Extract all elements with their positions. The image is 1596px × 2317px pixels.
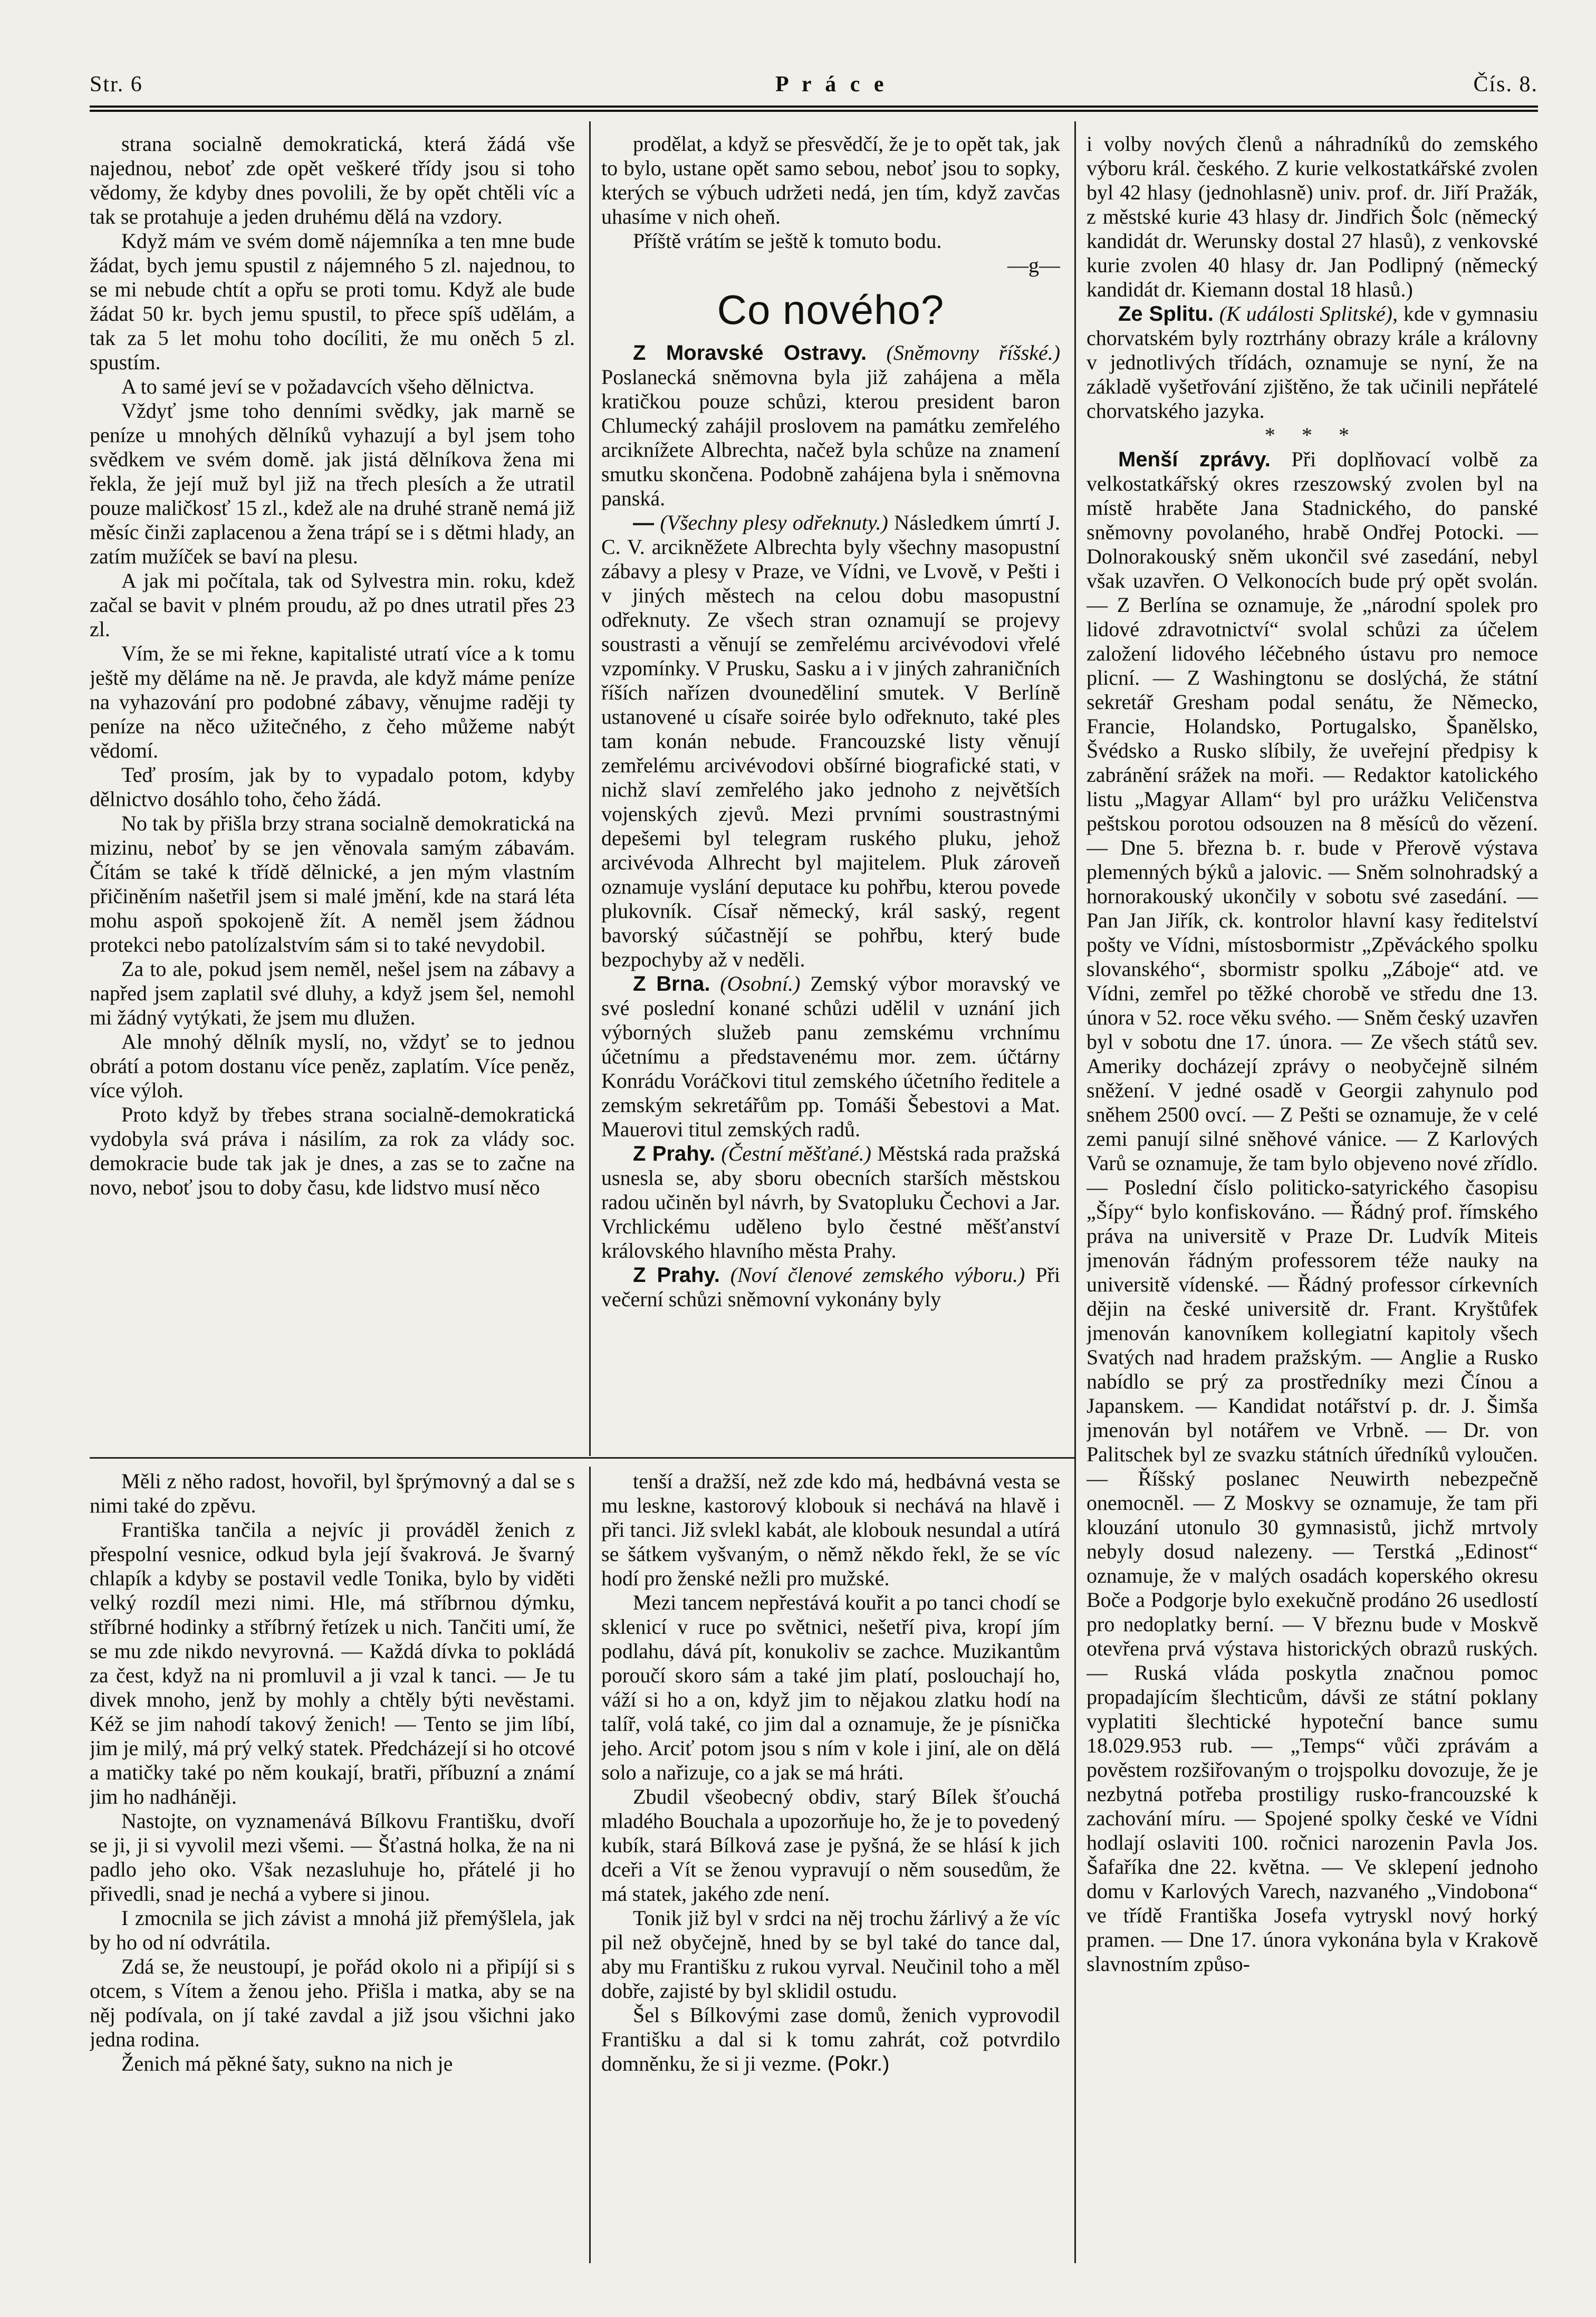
article-paragraph: strana socialně demokratická, která žádá vše najednou, neboť zde opět veškeré třídy jsou si toho vědomy, že kdyby dnes povolili, že by opět chtěli víc a tak se protahuje a jeden druhému dělá na vzdory. (90, 132, 575, 228)
story-paragraph: I zmocnila se jich závist a mnohá již přemýšlela, jak by ho od ní odvrátila. (90, 1906, 575, 1954)
page-header (90, 69, 1538, 100)
story-paragraph: Mezi tancem nepřestává kouřit a po tanci chodí se sklenicí v ruce po světnici, nešetří piva, kropí jím podlahu, dává pít, konukoliv se zachce. Muzikantům poroučí skoro sám a také jim platí, poslouchají ho, váží si ho a on, když jim to nějakou zlatku hodí na talíř, volá také, co jim dal a oznamuje, že je písnička jeho. Arciť potom jsou s ním v kole i jiní, ale on dělá solo a nařizuje, co a jak se má hráti. (601, 1591, 1060, 1784)
news-text: Následkem úmrtí J. C. V. arcikněžete Albrechta byly všechny masopustní zábavy a plesy v Praze, ve Vídni, ve Lvově, v Pešti i v jiných městech na celou dobu masopustní odřeknuty. Ze všech stran oznamují se projevy soustrasti a věnují se zemřelému arcivévodovi vřelé vzpomínky. V Prusku, Sasku a i v jiných zahraničních říších nařízen dvouneděliní smutek. V Berlíně ustanovené u císaře soirée bylo odřeknuto, také ples tam konán nebude. Francouzské listy věnují zemřelému arcivévodovi obšírné biografické stati, v nichž slaví zemřelého jako jednoho z největších vojenských zjevů. Mezi prvními soustrastnými depešemi byl telegram ruského pluku, jehož arcivévoda Alhrecht byl majitelem. Pluk zároveň oznamuje vyslání deputace ku pohřbu, kterou povede plukovník. Císař německý, král saský, regent bavorský súčastnějí se pohřbu, který bude bezpochyby až v neděli. (601, 511, 1060, 971)
news-location: Z Prahy. (633, 1263, 720, 1287)
news-item (1087, 447, 1538, 1976)
serial-story-column-2 (601, 1469, 1060, 2266)
news-text: Městská rada pražská usnesla se, aby sboru obecních starších městskou radou učiněn byl návrh, by Svatopluku Čechovi a Jar. Vrchlickému uděleno bylo čestné měšťanství královského hlavního města Prahy. (601, 1142, 1060, 1262)
news-item (601, 1142, 1060, 1263)
story-paragraph: Tonik již byl v srdci na něj trochu žárlivý a že víc pil než obyčejně, hned by se byl také do tance dal, aby mu Františku z rukou vyrval. Neučinil toho a měl dobře, zajisté by byl sklidil ostudu. (601, 1906, 1060, 2003)
article-paragraph: Za to ale, pokud jsem neměl, nešel jsem na zábavy a napřed jsem zaplatil své dluhy, a když jsem šel, nemohl mi žádný vytýkati, že jsem mu dlužen. (90, 957, 575, 1029)
story-paragraph: Nastojte, on vyznamenává Bílkovu Františku, dvoří se ji, ji si vyvolil mezi všemi. — Šťastná holka, že na ni padlo jeho oko. Však nezasluhuje ho, přátelé ji ho přivedli, snad je nechá a vybere si jinou. (90, 1809, 575, 1906)
header-rule (90, 106, 1538, 112)
separator-stars: * * * (1265, 423, 1360, 447)
article-paragraph: No tak by přišla brzy strana socialně demokratická na mizinu, neboť by se jen věnovala samým zábavám. Čítám se také k třídě dělnické, a jen mým vlastním přičiněním našetřil jsem si malé jmění, kde na stará léta mohu aspoň spokojeně žít. A neměl jsem žádnou protekci nebo patolízalstvím sám si to také nevydobil. (90, 811, 575, 956)
news-subtitle: (K události Splitské), (1219, 302, 1398, 325)
section-heading: Co nového? (717, 286, 945, 333)
issue-number: Čís. 8. (1473, 72, 1538, 97)
article-paragraph: prodělat, a když se přesvědčí, že je to opět tak, jak to bylo, ustane opět samo sebou, neboť jsou to sopky, kterých se výbuch udržeti nedá, jen tím, když zavčas uhasíme v nich oheň. (601, 132, 1060, 228)
news-item (601, 511, 1060, 972)
article-paragraph: A jak mi počítala, tak od Sylvestra min. roku, kdež začal se bavit v plném proudu, až po dnes utratil přes 23 zl. (90, 569, 575, 641)
news-location: Ze Splitu. (1118, 302, 1214, 325)
story-paragraph: Zdá se, že neustoupí, je pořád okolo ni a připíjí si s otcem, s Vítem a ženou jeho. Přišla i matka, aby se na něj podívala, on jí také zavdal a již jsou všichni jako jedna rodina. (90, 1955, 575, 2051)
newspaper-title: P r á c e (775, 72, 888, 97)
news-text: Poslanecká sněmovna byla již zahájena a měla kratičkou pouze schůzi, kterou president baron Chlumecký zahájil proslovem na památku zemřelého arciknížete Albrechta, načež byla schůze na znamení smutku skončena. Podobně zahájena byla i sněmovna panská. (601, 365, 1060, 510)
news-subtitle: (Všechny plesy odřeknuty.) (660, 511, 888, 534)
news-text: Při doplňovací volbě za velkostatkářský okres rzeszowský zvolen byl na místě hraběte Jana Stadnického, do panské sněmovny povolaného, hrabě Ondřej Potocki. — Dolnorakouský sněm ukončil své zasedání, nebyl však uzavřen. O Velkonocích bude prý opět svolán. — Z Berlína se oznamuje, že „národní spolek pro lidové zdravotnictví“ svolal schůzi za účelem založení lidového léčebného ústavu pro nemoce plicní. — Z Washingtonu se dosl‍ýchá, že státní sekretář Gresham podal senátu, že Německo, Francie, Holandsko, Portugalsko, Španělsko, Švédsko a Rusko slíbily, že uveřejní předpisy k zabránění srážek na moři. — Redaktor katolického listu „Magyar Allam“ byl pro urážku Veličenstva peštskou porotou odsouzen na 8 měsíců do vězení. — Dne 5. března b. r. bude v Přerově výstava plemenných býků a jalovic. — Sněm solnohradský a hornorakouský ukončily v sobotu své zasedání. — Pan Jan Jiřík, ck. kontrolor hlavní kasy ředitelství pošty ve Vídni, místosbormistr „Zpěváckého spolku slovanského“, sbormistr spolku „Záboje“ atd. ve Vídni, zemřel po těžké chorobě ve středu dne 13. února v 52. roce věku svého. — Sněm český uzavřen byl v sobotu dne 17. února. — Ze všech států sev. Ameriky docházejí zprávy o neobyčejně silném sněžení. V jedné osadě v Georgii zahynulo pod sněhem 2500 ovcí. — Z Pešti se oznamuje, že v celé zemi panují silné sněhové vánice. — Z Karlových Varů se oznamuje, že tam bylo objeveno nové zřídlo. — Poslední číslo politicko-satyrického časopisu „Šípy“ bylo konfiskováno. — Řádný prof. římského práva na universitě v Praze Dr. Ludvík Miteis jmenován řádným professorem téže nauky na universitě vídenské. — Řádný professor církevních dějin na české universitě dr. Frant. Kryštůfek jmenován kanovníkem kollegiatní kapitoly všech Svatých nad hradem pražským. — Anglie a Rusko nabídlo se prý za prostředníky mezi Čínou a Japanskem. — Kandidat notářství p. dr. J. Šimša jmenován byl notářem ve Vrbně. — Dr. von Palitschek byl ze svazku státních úředníků vyloučen. — Říšský poslanec Neuwirth nebezpečně onemocněl. — Z Moskvy se oznamuje, že tam při klouzání utonulo 30 gymnasistů, jichž mrtvoly nebyly dosud nalezeny. — Terstká „Edinost“ oznamuje, že v malých osadách koperského okresu Boče a Podgorje bylo exekučně prodáno 26 usedlostí pro nedoplatky berní. — V březnu bude v Moskvě otevřena prvá výstava historických obrazů ruských. — Ruská vláda poskytla značnou pomoc propadajícím šlechticům, dávši ze státní poklany vyplatiti šlechtické hypoteční bance sumu 18.029.953 rub. — „Temps“ vůči zprávám a pověstem rozšiřovaným o trojspolku dovozuje, že je nezbytná potřeba prostiligy rusko-francouzské k zachování míru. — Spojené spolky české ve Vídni hodlají oslaviti 100. ročnici narozenin Pavla Jos. Šafaříka dne 22. května. — Ve sklepení jednoho domu v Karlových Varech, nazvaného „Vindobona“ ve třídě Františka Josefa vytryskl nový horký pramen. — Dne 17. února vykonána byla v Krakově slavnostním způso- (1087, 447, 1538, 1976)
news-subtitle: (Sněmovny říšské.) (886, 341, 1060, 365)
news-column-3 (1087, 132, 1538, 2263)
article-paragraph: Vždyť jsme toho denními svědky, jak marně se peníze u mnohých dělníků vyhazují a byl jsem toho svědkem ve svém domě. jak jistá dělníkova žena mi řekla, že její muž byl již na třech plesích a že utratil pouze maličkosť 15 zl., kdež ale na druhé straně nemá již měsíc činži zaplacenou a žena trápí se i s dětmi hlady, an zatím mužíček se baví na plesu. (90, 399, 575, 568)
article-paragraph: Proto když by třebes strana socialně-demokratická vydobyla svá práva i násilím, za rok za vlády soc. demokracie bude tak jak je dnes, a zas se to začne na novo, neboť jsou to doby času, kde lidstvo musí něco (90, 1103, 575, 1199)
news-subtitle: (Noví členové zemského výboru.) (730, 1263, 1025, 1287)
section-divider (90, 1457, 1074, 1459)
story-paragraph: Šel s Bílkovými zase domů, ženich vyprovodil Františku a dal si k tomu zahrát, což potvrdilo domněnku, že si ji vezme. (Pokr.) (601, 2003, 1060, 2075)
news-location: — (633, 511, 654, 534)
news-item (601, 1263, 1060, 1311)
news-item (1087, 132, 1538, 302)
article-paragraph: Příště vrátím se ještě k tomuto bodu. (633, 229, 942, 253)
column-divider (589, 1467, 591, 2263)
continued-tag: (Pokr.) (821, 2052, 890, 2075)
article-paragraph: Teď prosím, jak by to vypadalo potom, kdyby dělnictvo dosáhlo toho, čeho žádá. (90, 763, 575, 811)
article-column-2 (601, 132, 1060, 1451)
article-paragraph: Vím, že se mi řekne, kapitalisté utratí více a k tomu ještě my děláme na ně. Je pravda, ale když máme peníze na vyhazování pro podobné zábavy, věnujme raději ty peníze na něco užitečného, z čeho můžeme nabýt vědomí. (90, 642, 575, 762)
author-signature: —g— (1007, 253, 1060, 277)
news-location: Z Prahy. (633, 1142, 716, 1165)
article-paragraph: Ale mnohý dělník myslí, no, vždyť se to jednou obrátí a potom dostanu více peněz, zaplatím. Více peněz, více výloh. (90, 1030, 575, 1102)
story-paragraph: Zbudil všeobecný obdiv, starý Bílek šťouchá mladého Bouchala a upozorňuje ho, že je to povedený kubík, stará Bílková zase je pyšná, že se hlásí k jich dceři a Vít se ženou vypravují o něm sousedům, že má statek, jakého zde není. (601, 1785, 1060, 1906)
news-text: Při večerní schůzi sněmovní vykonány byly (601, 1263, 1060, 1311)
serial-story-column-1 (90, 1469, 575, 2266)
article-paragraph: A to samé jeví se v požadavcích všeho dělnictva. (121, 375, 535, 398)
article-paragraph: Když mám ve svém domě nájemníka a ten mne bude žádat, bych jemu spustil z nájemného 5 zl. najednou, to se mi nebude chtít a opřu se proti tomu. Když ale bude žádat 50 kr. bych jemu spustil, to přece spíš udělám, a tak za 5 let mohu toho docíliti, že mu oněch 5 zl. spustím. (90, 229, 575, 374)
story-paragraph: Měli z něho radost, hovořil, byl šprýmovný a dal se s nimi také do zpěvu. (90, 1469, 575, 1517)
news-location: Z Moravské Ostravy. (633, 341, 867, 365)
news-item (1087, 302, 1538, 423)
news-text: Zemský výbor moravský ve své poslední konané schůzi udělil v uznání jich výborných služeb panu zemskému vrchnímu účetnímu a představenému mor. zem. účtárny Konrádu Voráčkovi titul zemského účetního ředitele a zemským sekretářům pp. Tomáši Šebestovi a Mat. Mauerovi titul zemských radů. (601, 972, 1060, 1141)
column-divider (589, 121, 591, 1456)
column-divider (1074, 121, 1076, 2263)
page-number: Str. 6 (90, 72, 143, 97)
news-item (601, 972, 1060, 1142)
news-subtitle: (Čestní měšťané.) (721, 1142, 871, 1165)
story-paragraph: Františka tančila a nejvíc ji prováděl ženich z přespolní vesnice, odkud byla její švakrová. Je švarný chlapík a kdyby se postavil vedle Tonika, bylo by viděti velký rozdíl mezi nimi. Hle, má stříbrnou dýmku, stříbrné hodinky a stříbrný řetízek u nich. Tančiti umí, že se mu zde nikdo nevyrovná. — Každá dívka to pokládá za čest, když na ni promluvil a ji vzal k tanci. — Je tu divek mnoho, jenž by mohly a chtěly býti nevěstami. Kéž se jim nahodí takový ženich! — Tento se jim líbí, jim je milý, má prý velký statek. Předcházejí si ho otcové a matičky také po něm koukají, bratři, příbuzní a známí jim ho nadháněji. (90, 1518, 575, 1808)
news-item (601, 341, 1060, 511)
article-column-1 (90, 132, 575, 1451)
news-text: i volby nových členů a náhradníků do zemského výboru král. českého. Z kurie velkostatkářské zvolen byl 42 hlasy (jednohlasně) univ. prof. dr. Jiří Pražák, z městské kurie 43 hlasy dr. Jindřich Šolc (německý kandidát dr. Werunsky dostal 27 hlasů), z venkovské kurie zvolen 40 hlasy dr. Jan Podlipný (německý kandidát dr. Kiemann dostal 18 hlasů.) (1087, 132, 1538, 301)
news-subtitle: (Osobní.) (720, 972, 801, 995)
story-paragraph: tenší a dražší, než zde kdo má, hedbávná vesta se mu leskne, kastorový klobouk si nechává na hlavě i při tanci. Již svlekl kabát, ale klobouk nesundal a utírá se šátkem vyšvaným, o němž někdo řekl, že se víc hodí pro ženské nežli pro mužské. (601, 1469, 1060, 1590)
news-text: kde v gymnasiu chorvatském byly roztrhány obrazy krále a královny v jednotlivých třídách, oznamuje se nyní, že na základě vyšetřování zjištěno, že tak učinili nepřátelé chorvatského jazyka. (1087, 302, 1538, 423)
story-paragraph: Ženich má pěkné šaty, sukno na nich je (121, 2052, 453, 2075)
news-location: Z Brna. (633, 972, 710, 995)
news-location: Menší zprávy. (1118, 448, 1271, 471)
